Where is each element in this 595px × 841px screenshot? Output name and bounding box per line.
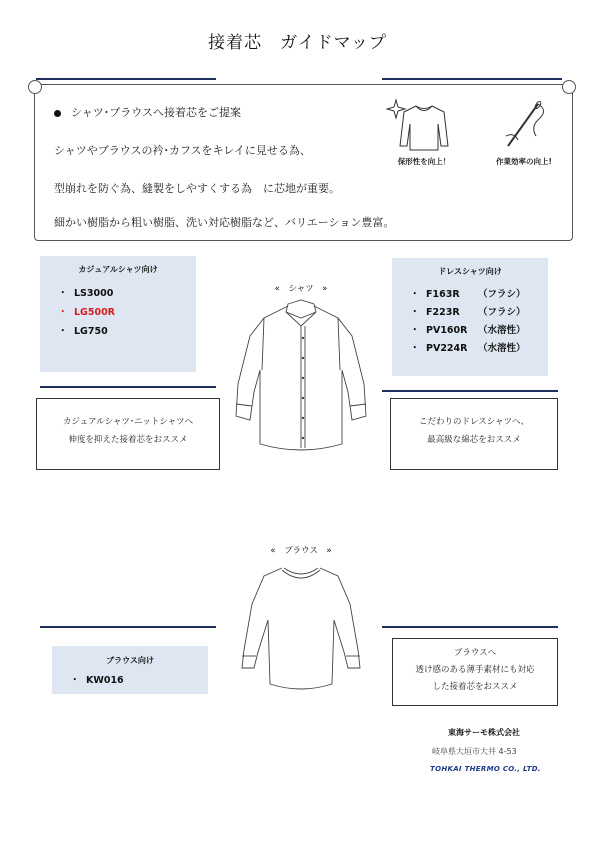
divider-line (36, 78, 216, 80)
panel-title: カジュアルシャツ向け (78, 265, 158, 274)
company-address: 岐阜県大垣市大井 4-53 (432, 747, 517, 756)
divider-line (382, 78, 562, 80)
icon-label: 保形性を向上！ (397, 157, 451, 166)
divider-line (40, 626, 216, 628)
casual-recommend-box: カジュアルシャツ･ニットシャツへ 伸度を抑えた接着芯をおススメ (36, 398, 220, 470)
panel-title: ブラウス向け (106, 656, 154, 665)
dress-recommend-box: こだわりのドレスシャツへ、 最高級な綿芯をおススメ (390, 398, 558, 470)
bullet-icon (54, 110, 61, 117)
icon-label: 作業効率の向上! (496, 157, 552, 166)
divider-line (40, 386, 216, 388)
sewing-needle-icon (500, 96, 550, 150)
list-item-highlight: ・ LG500R (58, 307, 115, 318)
sweater-sparkle-icon (386, 96, 462, 154)
shirt-caption: « シャツ » (274, 284, 328, 294)
intro-line: シャツやブラウスの衿･カフスをキレイに見せる為、 (54, 144, 311, 157)
company-name: 東海サーモ株式会社 (448, 728, 520, 737)
divider-line (382, 626, 558, 628)
scroll-curl (28, 80, 42, 94)
blouse-illustration (238, 560, 364, 700)
company-logo: TOHKAI THERMO CO., LTD. (430, 765, 541, 773)
list-item: ・ F163R （フラシ） (410, 289, 526, 300)
list-item: ・ PV224R （水溶性） (410, 343, 526, 354)
blouse-caption: « ブラウス » (270, 546, 332, 556)
divider-line (382, 390, 558, 392)
list-item: ・ KW016 (70, 675, 124, 686)
intro-line: 細かい樹脂から粗い樹脂、洗い対応樹脂など、バリエーション豊富。 (54, 216, 395, 229)
list-item: ・ LG750 (58, 326, 108, 337)
panel-title: ドレスシャツ向け (438, 267, 502, 276)
list-item: ・ PV160R （水溶性） (410, 325, 526, 336)
page-title: 接着芯 ガイドマップ (208, 33, 387, 53)
intro-heading: シャツ･ブラウスへ接着芯をご提案 (54, 104, 241, 120)
list-item: ・ LS3000 (58, 288, 114, 299)
blouse-panel (52, 646, 208, 694)
shirt-illustration (228, 296, 374, 466)
intro-line: 型崩れを防ぐ為、縫製をしやすくする為 に芯地が重要。 (54, 182, 340, 195)
scroll-curl (562, 80, 576, 94)
list-item: ・ F223R （フラシ） (410, 307, 526, 318)
blouse-recommend-box: ブラウスへ 透け感のある薄手素材にも対応 した接着芯をおススメ (392, 638, 558, 706)
